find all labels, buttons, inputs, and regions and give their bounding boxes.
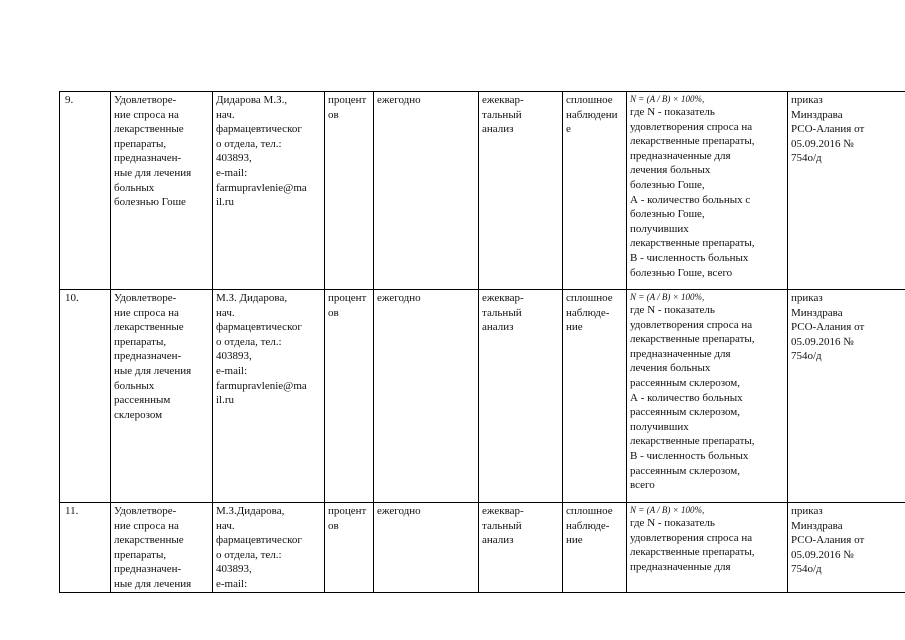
unit-of-measure: процент ов (325, 290, 374, 503)
periodicity: ежегодно (374, 92, 479, 290)
responsible-person: Дидарова М.З., нач. фармацевтическог о отдела, тел.: 403893, e-mail: farmupravlenie@ma il.ru (213, 92, 325, 290)
table-row (60, 503, 905, 593)
formula-description: где N - показатель удовлетворения спроса на лекарственные препараты, предназначенные для (630, 517, 755, 573)
row-number: 11. (60, 503, 111, 593)
formula: N = (A / B) × 100%, (630, 292, 705, 302)
responsible-person: М.З.Дидарова, нач. фармацевтическог о отдела, тел.: 403893, e-mail: (213, 503, 325, 593)
formula-cell (627, 92, 788, 290)
observation-type: сплошное наблюде- ние (563, 503, 627, 593)
indicator-name: Удовлетворе- ние спроса на лекарственные препараты, предназначен- ные для лечения (111, 503, 213, 593)
table-row (60, 290, 905, 503)
calculation-method: ежеквар- тальный анализ (479, 503, 563, 593)
formula-cell (627, 290, 788, 503)
row-number: 9. (60, 92, 111, 290)
row-number: 10. (60, 290, 111, 503)
indicator-name: Удовлетворе- ние спроса на лекарственные препараты, предназначен- ные для лечения больных рассеянным склерозом (111, 290, 213, 503)
indicators-table (59, 91, 905, 593)
legal-basis: приказ Минздрава РСО-Алания от 05.09.2016 № 754о/д (788, 290, 905, 503)
unit-of-measure: процент ов (325, 503, 374, 593)
formula-cell (627, 503, 788, 593)
observation-type: сплошное наблюде- ние (563, 290, 627, 503)
table-row (60, 92, 905, 290)
legal-basis: приказ Минздрава РСО-Алания от 05.09.2016 № 754о/д (788, 503, 905, 593)
formula-description: где N - показатель удовлетворения спроса на лекарственные препараты, предназначенные для лечения больных рассеянным склерозом, А - количество больных рассеянным склерозом, получивших лекарственные препараты, В - численность больных рассеянным склерозом, всего (630, 304, 755, 492)
formula: N = (A / B) × 100%, (630, 94, 705, 104)
observation-type: сплошное наблюдени е (563, 92, 627, 290)
formula-description: где N - показатель удовлетворения спроса на лекарственные препараты, предназначенные для лечения больных болезнью Гоше, А - количество больных с болезнью Гоше, получивших лекарственные препараты, В - численность больных болезнью Гоше, всего (630, 106, 755, 279)
unit-of-measure: процент ов (325, 92, 374, 290)
calculation-method: ежеквар- тальный анализ (479, 92, 563, 290)
calculation-method: ежеквар- тальный анализ (479, 290, 563, 503)
formula: N = (A / B) × 100%, (630, 505, 705, 515)
responsible-person: М.З. Дидарова, нач. фармацевтическог о отдела, тел.: 403893, e-mail: farmupravlenie@ma il.ru (213, 290, 325, 503)
legal-basis: приказ Минздрава РСО-Алания от 05.09.2016 № 754о/д (788, 92, 905, 290)
periodicity: ежегодно (374, 290, 479, 503)
indicator-name: Удовлетворе- ние спроса на лекарственные препараты, предназначен- ные для лечения больных болезнью Гоше (111, 92, 213, 290)
periodicity: ежегодно (374, 503, 479, 593)
